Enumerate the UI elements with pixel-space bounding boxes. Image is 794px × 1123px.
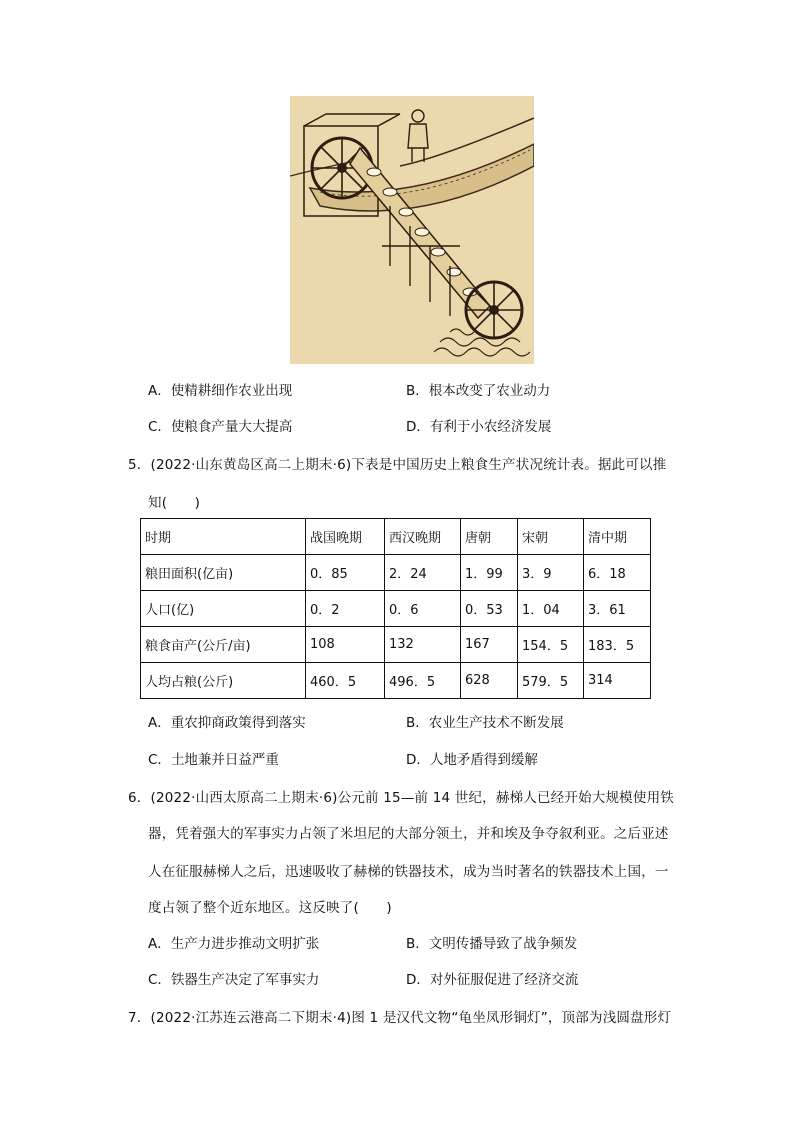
table-row xyxy=(141,627,651,663)
waterwheel-illustration xyxy=(290,96,534,364)
q4-option-a[interactable]: A．使精耕细作农业出现 xyxy=(148,383,293,399)
q6-options-row-1 xyxy=(148,932,708,952)
q6-option-b[interactable]: B．文明传播导致了战争频发 xyxy=(406,936,578,952)
q5-option-a[interactable]: A．重农抑商政策得到落实 xyxy=(148,715,306,731)
table-cell: 粮食亩产(公斤/亩) xyxy=(141,627,306,663)
table-cell: 314 xyxy=(584,663,651,699)
table-header-cell: 唐朝 xyxy=(461,519,518,555)
table-cell: 0．85 xyxy=(306,555,385,591)
table-cell: 167 xyxy=(461,627,518,663)
q6-option-d[interactable]: D．对外征服促进了经济交流 xyxy=(406,972,579,988)
table-cell: 3．9 xyxy=(518,555,584,591)
q6-stem-line-1: 6．(2022·山西太原高二上期末·6)公元前 15—前 14 世纪，赫梯人已经开始大规模使用铁 xyxy=(128,790,674,806)
table-cell: 人口(亿) xyxy=(141,591,306,627)
q5-options-row-2 xyxy=(148,748,708,768)
table-cell: 0．6 xyxy=(385,591,461,627)
q5-stem-line-2: 知( ) xyxy=(148,495,201,511)
table-row xyxy=(141,555,651,591)
q5-option-c[interactable]: C．土地兼并日益严重 xyxy=(148,752,279,768)
q6-option-a[interactable]: A．生产力进步推动文明扩张 xyxy=(148,936,320,952)
table-header-row xyxy=(141,519,651,555)
q5-stem-line-1: 5．(2022·山东黄岛区高二上期末·6)下表是中国历史上粮食生产状况统计表。据此可以推 xyxy=(128,457,667,473)
table-cell: 2．24 xyxy=(385,555,461,591)
q6-option-c[interactable]: C．铁器生产决定了军事实力 xyxy=(148,972,320,988)
q6-stem-line-2: 器，凭着强大的军事实力占领了米坦尼的大部分领土，并和埃及争夺叙利亚。之后亚述 xyxy=(148,826,669,842)
table-cell: 0．2 xyxy=(306,591,385,627)
table-cell: 人均占粮(公斤) xyxy=(141,663,306,699)
table-cell: 154．5 xyxy=(518,627,584,663)
q4-option-c[interactable]: C．使粮食产量大大提高 xyxy=(148,419,293,435)
q4-option-d[interactable]: D．有利于小农经济发展 xyxy=(406,419,552,435)
table-cell: 628 xyxy=(461,663,518,699)
q5-option-d[interactable]: D．人地矛盾得到缓解 xyxy=(406,752,538,768)
table-header-cell: 战国晚期 xyxy=(306,519,385,555)
q4-options-row-1 xyxy=(148,379,708,399)
table-row xyxy=(141,663,651,699)
table-header-cell: 清中期 xyxy=(584,519,651,555)
table-cell: 132 xyxy=(385,627,461,663)
table-cell: 460．5 xyxy=(306,663,385,699)
q5-options-row-1 xyxy=(148,711,708,731)
table-cell: 粮田面积(亿亩) xyxy=(141,555,306,591)
q6-stem-line-3: 人在征服赫梯人之后，迅速吸收了赫梯的铁器技术，成为当时著名的铁器技术上国，一 xyxy=(148,864,669,880)
q4-options-row-2 xyxy=(148,415,708,435)
grain-production-table xyxy=(140,518,651,699)
q5-option-b[interactable]: B．农业生产技术不断发展 xyxy=(406,715,564,731)
table-cell: 0．53 xyxy=(461,591,518,627)
table-header-cell: 西汉晚期 xyxy=(385,519,461,555)
table-cell: 108 xyxy=(306,627,385,663)
table-row xyxy=(141,591,651,627)
table-cell: 1．04 xyxy=(518,591,584,627)
table-cell: 579．5 xyxy=(518,663,584,699)
table-cell: 183．5 xyxy=(584,627,651,663)
table-cell: 496．5 xyxy=(385,663,461,699)
q7-stem-line-1: 7．(2022·江苏连云港高二下期末·4)图 1 是汉代文物“龟坐凤形铜灯”，顶部为浅圆盘形灯 xyxy=(128,1010,672,1026)
table-cell: 3．61 xyxy=(584,591,651,627)
q6-options-row-2 xyxy=(148,968,708,988)
table-cell: 6．18 xyxy=(584,555,651,591)
q4-option-b[interactable]: B．根本改变了农业动力 xyxy=(406,383,551,399)
table-cell: 1．99 xyxy=(461,555,518,591)
table-header-cell: 时期 xyxy=(141,519,306,555)
table-header-cell: 宋朝 xyxy=(518,519,584,555)
q6-stem-line-4: 度占领了整个近东地区。这反映了( ) xyxy=(148,900,392,916)
